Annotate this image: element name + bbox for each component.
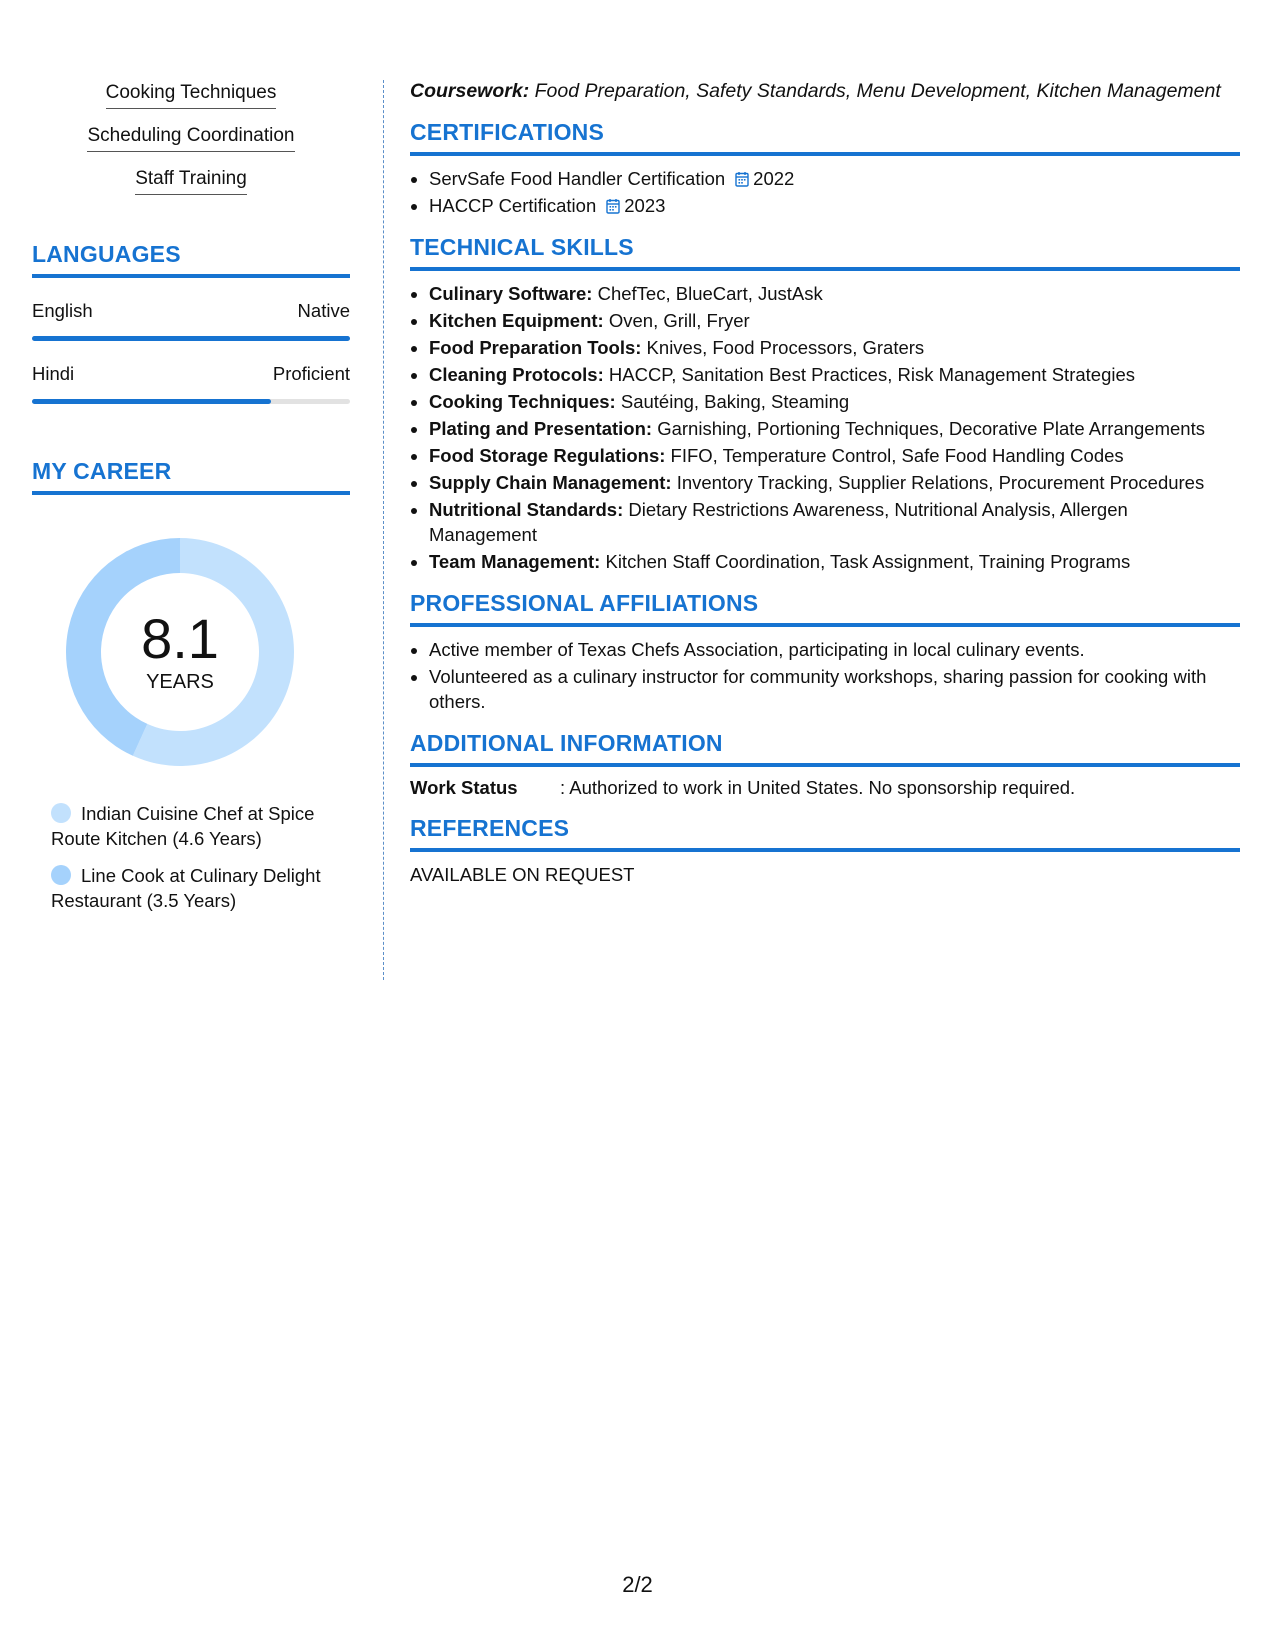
references-heading: REFERENCES xyxy=(410,815,1240,852)
technical-skill-item xyxy=(429,549,1240,574)
skill-values: FIFO, Temperature Control, Safe Food Handling Codes xyxy=(665,445,1124,466)
language-name: English xyxy=(32,300,93,321)
technical-skill-item xyxy=(429,497,1240,547)
technical-skill-item xyxy=(429,416,1240,441)
language-level-fill xyxy=(32,336,350,341)
skill-category: Kitchen Equipment: xyxy=(429,310,604,331)
language-item xyxy=(32,363,350,404)
right-column xyxy=(410,80,1240,886)
technical-skill-item xyxy=(429,389,1240,414)
skill-category: Nutritional Standards: xyxy=(429,499,624,520)
career-legend-item xyxy=(51,863,341,913)
coursework-line xyxy=(410,80,1240,103)
additional-info-heading: ADDITIONAL INFORMATION xyxy=(410,730,1240,767)
language-item xyxy=(32,300,350,341)
technical-skill-item xyxy=(429,470,1240,495)
career-legend-label: Line Cook at Culinary Delight Restaurant (3.5 Years) xyxy=(51,865,321,911)
skill-tags xyxy=(32,82,350,211)
career-donut-chart xyxy=(65,537,295,767)
skill-category: Supply Chain Management: xyxy=(429,472,672,493)
coursework-label: Coursework: xyxy=(410,80,530,102)
technical-skills-heading: TECHNICAL SKILLS xyxy=(410,234,1240,271)
skill-tag: Staff Training xyxy=(135,168,247,195)
language-level-fill xyxy=(32,399,271,404)
calendar-icon xyxy=(606,198,620,214)
certifications-list xyxy=(410,166,1240,218)
skill-category: Food Storage Regulations: xyxy=(429,445,666,466)
career-legend-item xyxy=(51,801,341,851)
technical-skill-item xyxy=(429,335,1240,360)
certification-item xyxy=(429,193,1240,218)
skill-values: Garnishing, Portioning Techniques, Decorative Plate Arrangements xyxy=(652,418,1205,439)
technical-skills-list xyxy=(410,281,1240,574)
affiliation-item: • Active member of Texas Chefs Association, participating in local culinary events. xyxy=(429,637,1240,662)
work-status-row xyxy=(410,777,1240,799)
skill-category: Culinary Software: xyxy=(429,283,593,304)
left-column xyxy=(32,82,350,925)
certification-name: ServSafe Food Handler Certification xyxy=(429,168,726,189)
affiliations-list xyxy=(410,637,1240,714)
skill-values: Inventory Tracking, Supplier Relations, Procurement Procedures xyxy=(671,472,1205,493)
career-legend xyxy=(32,801,341,913)
skill-values: Oven, Grill, Fryer xyxy=(603,310,750,331)
language-name: Hindi xyxy=(32,363,75,384)
languages-heading: LANGUAGES xyxy=(32,241,350,278)
skill-values: Kitchen Staff Coordination, Task Assignment, Training Programs xyxy=(600,551,1131,572)
career-total-unit: YEARS xyxy=(146,670,214,693)
skill-category: Food Preparation Tools: xyxy=(429,337,642,358)
legend-dot-icon xyxy=(51,865,71,885)
language-level-bar xyxy=(32,336,350,341)
skill-values: Knives, Food Processors, Graters xyxy=(641,337,925,358)
column-divider xyxy=(383,80,384,980)
technical-skill-item xyxy=(429,308,1240,333)
language-level: Proficient xyxy=(272,363,350,384)
skill-values: Sautéing, Baking, Steaming xyxy=(615,391,850,412)
language-level-bar xyxy=(32,399,350,404)
certification-item xyxy=(429,166,1240,191)
skill-values: Dietary Restrictions Awareness, Nutritional Analysis, Allergen Management xyxy=(429,499,1128,545)
technical-skill-item xyxy=(429,281,1240,306)
skill-category: Plating and Presentation: xyxy=(429,418,653,439)
skill-category: Cleaning Protocols: xyxy=(429,364,604,385)
skill-values: HACCP, Sanitation Best Practices, Risk Management Strategies xyxy=(603,364,1136,385)
work-status-value: : Authorized to work in United States. No sponsorship required. xyxy=(560,777,1076,798)
certification-name: HACCP Certification xyxy=(429,195,597,216)
certifications-heading: CERTIFICATIONS xyxy=(410,119,1240,156)
technical-skill-item xyxy=(429,443,1240,468)
career-heading: MY CAREER xyxy=(32,458,350,495)
language-level: Native xyxy=(297,300,350,321)
career-legend-label: Indian Cuisine Chef at Spice Route Kitchen (4.6 Years) xyxy=(51,803,315,849)
coursework-text: Food Preparation, Safety Standards, Menu Development, Kitchen Management xyxy=(529,80,1221,102)
skill-category: Cooking Techniques: xyxy=(429,391,616,412)
skill-values: ChefTec, BlueCart, JustAsk xyxy=(592,283,823,304)
legend-dot-icon xyxy=(51,803,71,823)
references-text: AVAILABLE ON REQUEST xyxy=(410,864,635,885)
affiliation-item: • Volunteered as a culinary instructor for community workshops, sharing passion for cooking with others. xyxy=(429,664,1240,714)
calendar-icon xyxy=(735,171,749,187)
work-status-label: Work Status xyxy=(410,777,518,798)
affiliations-heading: PROFESSIONAL AFFILIATIONS xyxy=(410,590,1240,627)
skill-category: Team Management: xyxy=(429,551,601,572)
certification-year: 2023 xyxy=(624,195,666,216)
page-number: 2/2 xyxy=(622,1572,653,1597)
skill-tag: Cooking Techniques xyxy=(106,82,277,109)
career-total-years: 8.1 xyxy=(141,606,219,670)
certification-year: 2022 xyxy=(753,168,795,189)
skill-tag: Scheduling Coordination xyxy=(87,125,294,152)
technical-skill-item xyxy=(429,362,1240,387)
